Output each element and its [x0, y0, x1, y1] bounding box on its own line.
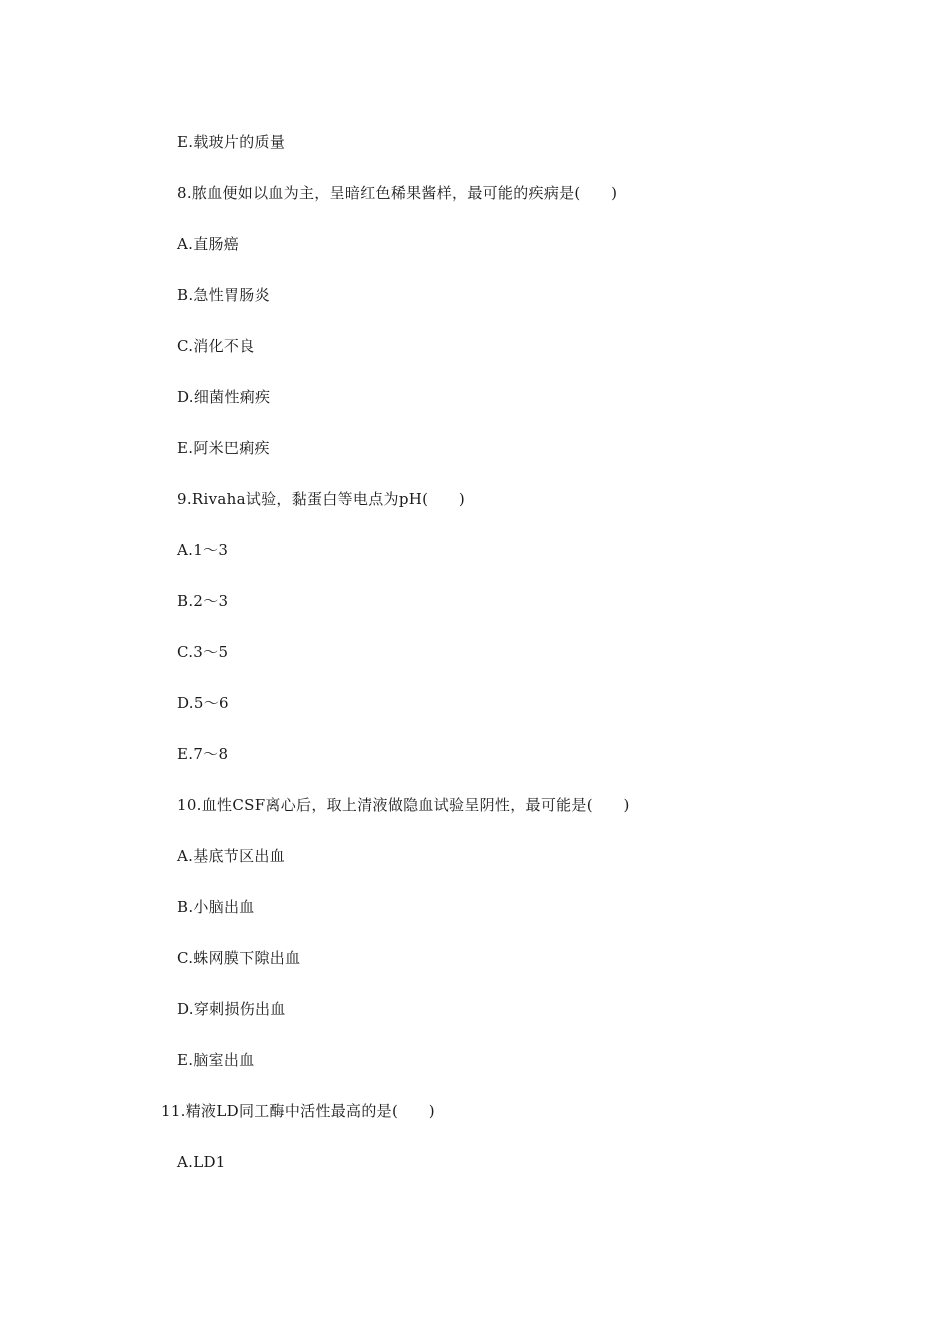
option-e-q9: E.7～8 [177, 745, 229, 763]
question-10: 10.血性CSF离心后，取上清液做隐血试验呈阴性，最可能是( ) [177, 796, 630, 814]
question-11: 11.精液LD同工酶中活性最高的是( ) [161, 1102, 435, 1120]
option-c-q10: C.蛛网膜下隙出血 [177, 949, 301, 967]
option-d-q8: D.细菌性痢疾 [177, 388, 271, 406]
option-a-q11: A.LD1 [177, 1153, 226, 1171]
option-e-q10: E.脑室出血 [177, 1051, 255, 1069]
option-e-q7: E.载玻片的质量 [177, 133, 286, 151]
question-8: 8.脓血便如以血为主，呈暗红色稀果酱样，最可能的疾病是( ) [177, 184, 618, 202]
question-9: 9.Rivaha试验，黏蛋白等电点为pH( ) [177, 490, 466, 508]
option-d-q10: D.穿刺损伤出血 [177, 1000, 286, 1018]
option-c-q8: C.消化不良 [177, 337, 255, 355]
option-d-q9: D.5～6 [177, 694, 229, 712]
option-a-q9: A.1～3 [177, 541, 229, 559]
option-e-q8: E.阿米巴痢疾 [177, 439, 270, 457]
option-c-q9: C.3～5 [177, 643, 229, 661]
option-b-q10: B.小脑出血 [177, 898, 255, 916]
option-a-q8: A.直肠癌 [177, 235, 240, 253]
option-b-q9: B.2～3 [177, 592, 229, 610]
option-a-q10: A.基底节区出血 [177, 847, 286, 865]
option-b-q8: B.急性胃肠炎 [177, 286, 270, 304]
